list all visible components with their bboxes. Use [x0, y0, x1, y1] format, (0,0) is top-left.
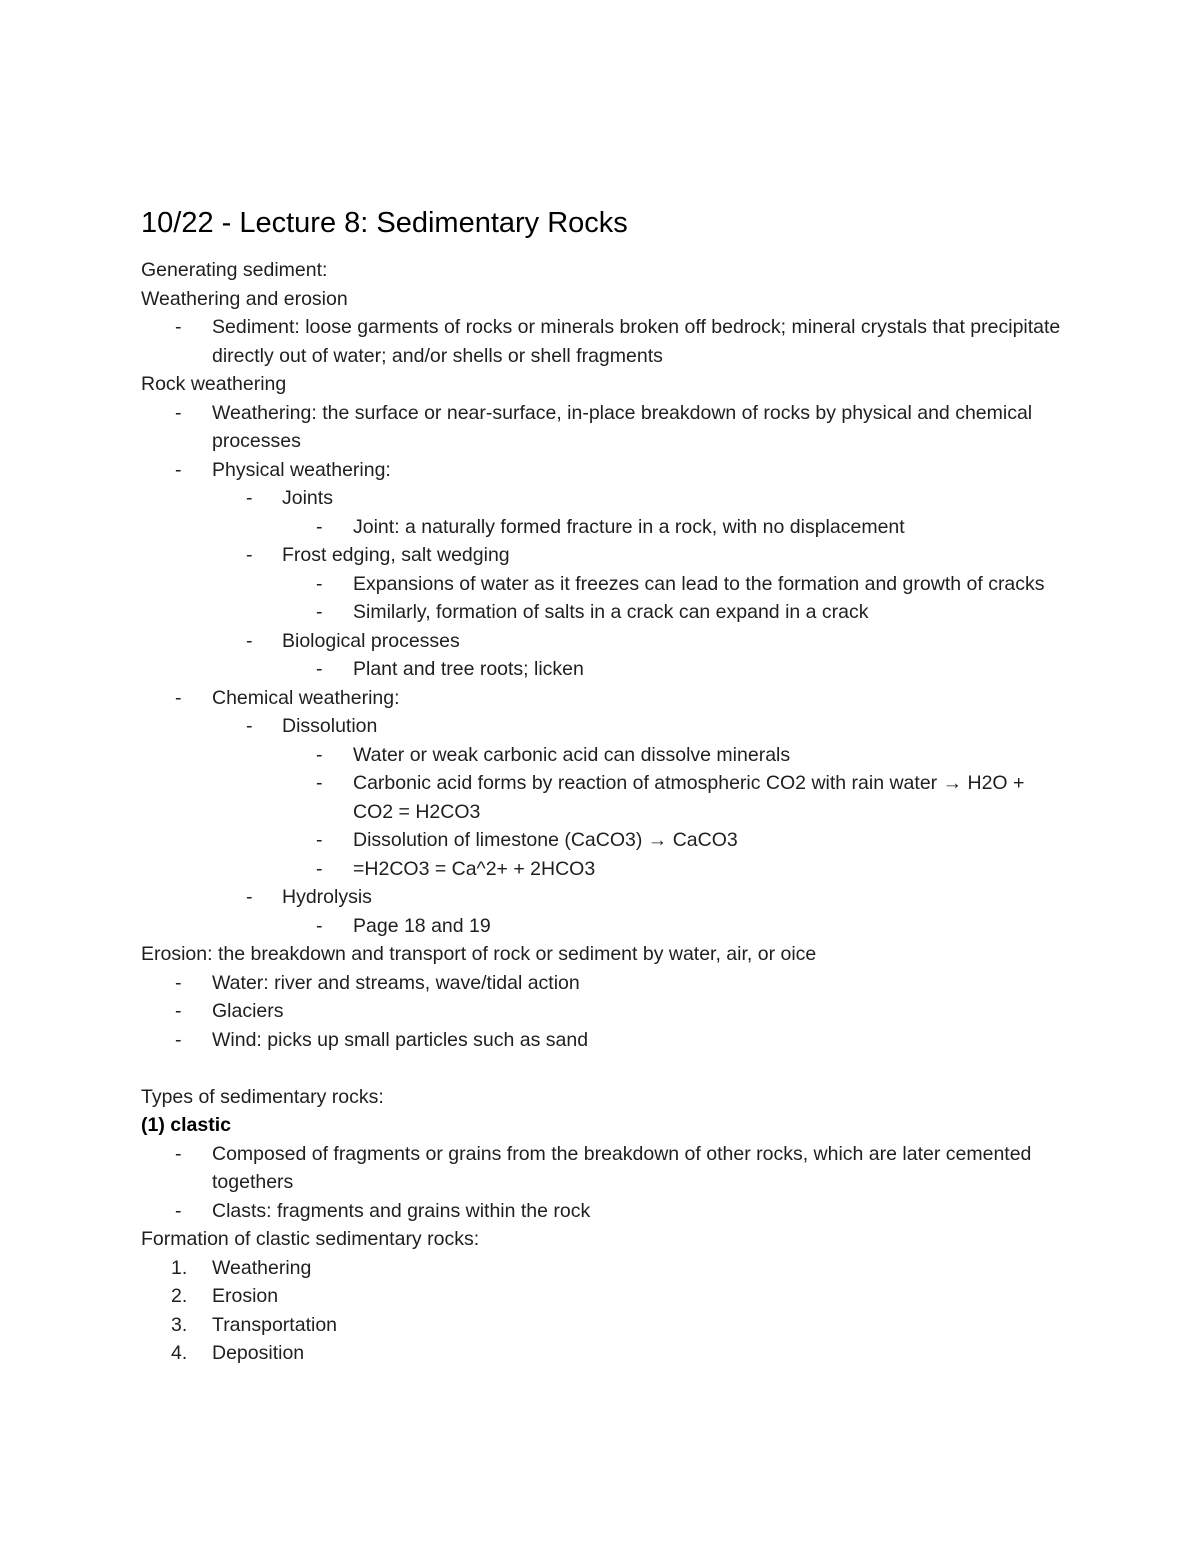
line-text: Wind: picks up small particles such as sand — [212, 1028, 589, 1051]
list-number: 4. — [171, 1342, 188, 1364]
line-text: Types of sedimentary rocks: — [141, 1085, 384, 1108]
line-text: Weathering and erosion — [141, 287, 348, 310]
paragraph-line — [141, 1225, 1061, 1254]
line-text: Similarly, formation of salts in a crack can expand in a crack — [353, 601, 869, 623]
bullet-dash: - — [246, 715, 253, 737]
bullet-list-item — [141, 655, 1061, 684]
bullet-dash: - — [175, 971, 182, 994]
list-number: 3. — [171, 1313, 188, 1336]
bullet-list-item — [141, 541, 1061, 570]
line-text: Sediment: loose garments of rocks or minerals broken off bedrock; mineral crystals that precipitate directly out of water; and/or shells or shell fragments — [212, 316, 1061, 367]
line-text: Chemical weathering: — [212, 686, 400, 709]
bullet-list-item — [141, 513, 1061, 542]
bullet-list-item — [141, 684, 1061, 713]
paragraph-line — [141, 940, 1061, 969]
document-title: 10/22 - Lecture 8: Sedimentary Rocks — [141, 207, 628, 239]
bullet-list-item — [141, 399, 1061, 456]
bullet-list-item — [141, 997, 1061, 1026]
bullet-dash: - — [316, 914, 323, 937]
paragraph-line — [141, 256, 1061, 285]
bullet-list-item — [141, 712, 1061, 741]
line-text: Erosion — [212, 1285, 279, 1307]
line-text: =H2CO3 = Ca^2+ + 2HCO3 — [353, 857, 596, 880]
bullet-dash: - — [316, 772, 323, 794]
numbered-list-item — [141, 1339, 1061, 1368]
bullet-dash: - — [175, 401, 182, 424]
line-text: Glaciers — [212, 1000, 284, 1022]
paragraph-line — [141, 1054, 1061, 1083]
bullet-list-item — [141, 1140, 1061, 1197]
bullet-dash: - — [246, 487, 253, 509]
bullet-dash: - — [316, 857, 323, 880]
bullet-list-item — [141, 855, 1061, 884]
bullet-dash: - — [175, 1199, 182, 1222]
paragraph-line — [141, 285, 1061, 314]
bullet-dash: - — [175, 1028, 182, 1051]
bullet-dash: - — [175, 316, 182, 338]
paragraph-line — [141, 1111, 1061, 1140]
document-body — [141, 256, 1061, 1368]
bullet-dash: - — [175, 1142, 182, 1165]
bullet-dash: - — [175, 1000, 182, 1022]
list-number: 2. — [171, 1285, 188, 1307]
numbered-list-item — [141, 1311, 1061, 1340]
line-text: Carbonic acid forms by reaction of atmospheric CO2 with rain water → H2O + CO2 = H2CO3 — [353, 772, 1025, 823]
line-text: Water or weak carbonic acid can dissolve minerals — [353, 743, 791, 766]
paragraph-line — [141, 370, 1061, 399]
bullet-list-item — [141, 627, 1061, 656]
line-text: Biological processes — [282, 629, 460, 652]
bullet-dash: - — [316, 658, 323, 680]
line-text: Dissolution of limestone (CaCO3) → CaCO3 — [353, 829, 738, 851]
list-number: 1. — [171, 1256, 188, 1279]
bullet-list-item — [141, 741, 1061, 770]
line-text: Joint: a naturally formed fracture in a rock, with no displacement — [353, 515, 905, 538]
line-text: Clasts: fragments and grains within the rock — [212, 1199, 591, 1222]
bullet-list-item — [141, 1197, 1061, 1226]
line-text: Plant and tree roots; licken — [353, 658, 584, 680]
paragraph-line — [141, 1083, 1061, 1112]
bullet-list-item — [141, 826, 1061, 855]
bullet-list-item — [141, 484, 1061, 513]
bullet-dash: - — [246, 629, 253, 652]
bullet-dash: - — [246, 544, 253, 566]
line-text: Expansions of water as it freezes can lead to the formation and growth of cracks — [353, 572, 1045, 595]
bullet-list-item — [141, 969, 1061, 998]
bullet-dash: - — [316, 743, 323, 766]
line-text: (1) clastic — [141, 1114, 231, 1136]
line-text: Frost edging, salt wedging — [282, 544, 510, 566]
line-text: Water: river and streams, wave/tidal action — [212, 971, 580, 994]
bullet-list-item — [141, 1026, 1061, 1055]
bullet-list-item — [141, 883, 1061, 912]
line-text: Page 18 and 19 — [353, 914, 491, 937]
line-text: Weathering: the surface or near-surface, in-place breakdown of rocks by physical and chemical processes — [212, 401, 1033, 452]
bullet-dash: - — [175, 458, 182, 481]
bullet-dash: - — [316, 601, 323, 623]
bullet-list-item — [141, 769, 1061, 826]
numbered-list-item — [141, 1282, 1061, 1311]
line-text: Rock weathering — [141, 373, 287, 395]
line-text: Composed of fragments or grains from the breakdown of other rocks, which are later cemented togethers — [212, 1142, 1032, 1193]
line-text: Weathering — [212, 1256, 312, 1279]
bullet-list-item — [141, 313, 1061, 370]
line-text: Erosion: the breakdown and transport of rock or sediment by water, air, or oice — [141, 943, 817, 965]
line-text: Joints — [282, 487, 333, 509]
bullet-dash: - — [316, 515, 323, 538]
bullet-dash: - — [246, 886, 253, 908]
bullet-dash: - — [316, 572, 323, 595]
bullet-list-item — [141, 456, 1061, 485]
line-text: Hydrolysis — [282, 886, 372, 908]
line-text: Dissolution — [282, 715, 378, 737]
bullet-dash: - — [175, 686, 182, 709]
line-text: Generating sediment: — [141, 259, 328, 281]
line-text: Deposition — [212, 1342, 305, 1364]
bullet-dash: - — [316, 829, 323, 851]
line-text: Transportation — [212, 1313, 338, 1336]
bullet-list-item — [141, 598, 1061, 627]
line-text: Physical weathering: — [212, 458, 391, 481]
line-text: Formation of clastic sedimentary rocks: — [141, 1228, 480, 1250]
numbered-list-item — [141, 1254, 1061, 1283]
bullet-list-item — [141, 912, 1061, 941]
bullet-list-item — [141, 570, 1061, 599]
